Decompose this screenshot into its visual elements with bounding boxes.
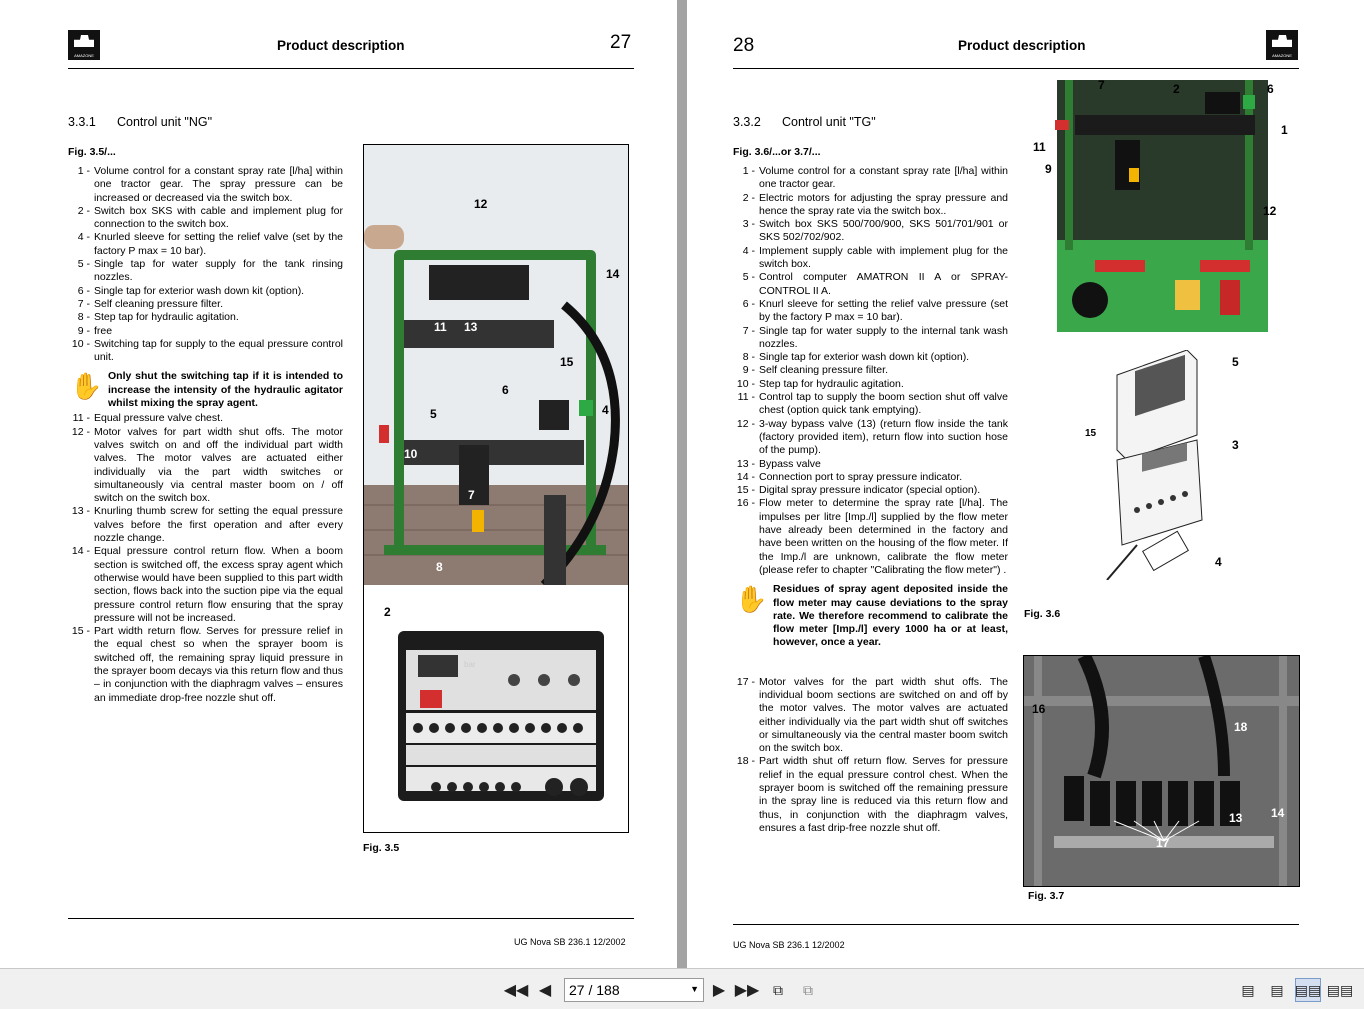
item-number: 6 -: [742, 297, 755, 310]
callout-15: 15: [560, 355, 574, 369]
item-text: Single tap for water supply for the tank rinsing nozzles.: [94, 258, 343, 284]
item-number: 3 -: [742, 218, 755, 231]
callout-12: 12: [1263, 204, 1277, 218]
list-item: [68, 625, 343, 705]
figure-3-7-caption: Fig. 3.7: [1028, 890, 1065, 902]
list-item: [733, 192, 1008, 219]
item-text: Single tap for exterior wash down kit (option).: [759, 351, 970, 364]
list-item: [68, 545, 343, 625]
go-forward-view-icon[interactable]: ⧉: [803, 981, 813, 998]
hand-warning-icon: ✋: [70, 371, 103, 402]
callout-14: 14: [1271, 806, 1285, 820]
list-item: [733, 218, 1008, 245]
figure-caption: Fig. 3.5: [363, 842, 400, 854]
callout-12: 12: [474, 197, 488, 211]
item-text: Single tap for water supply to the internal tank wash nozzles.: [759, 324, 1008, 350]
list-item: [733, 364, 1008, 377]
item-number: 5 -: [77, 258, 90, 271]
callout-4: 4: [1215, 555, 1222, 569]
list-item: [733, 497, 1008, 577]
callout-8: 8: [436, 560, 443, 574]
item-text: Self cleaning pressure filter.: [94, 297, 223, 310]
item-number: 10 -: [71, 337, 90, 350]
callout-14: 14: [606, 267, 620, 281]
left-page: [0, 0, 677, 968]
header-title: Product description: [958, 38, 1086, 53]
list-item: [68, 231, 343, 258]
switch-box-drawing: [1077, 350, 1247, 580]
section-number: 3.3.2: [733, 115, 761, 129]
callout-13: 13: [1229, 811, 1243, 825]
item-text: Volume control for a constant spray rate [l/ha] within one tractor gear. The spray pressure can be increased or decreased via the switch box.: [94, 165, 343, 204]
item-text: Self cleaning pressure filter.: [759, 364, 888, 377]
callout-15: 15: [1085, 428, 1097, 439]
callout-17: 17: [1156, 836, 1170, 850]
item-number: 2 -: [77, 204, 90, 217]
footer-text: UG Nova SB 236.1 12/2002: [733, 940, 845, 950]
figure-reference: Fig. 3.6/...or 3.7/...: [733, 146, 821, 158]
callout-5: 5: [430, 407, 437, 421]
right-page: [687, 0, 1364, 968]
item-number: 15 -: [736, 484, 755, 497]
item-text: Step tap for hydraulic agitation.: [94, 311, 239, 324]
callout-6: 6: [1267, 82, 1274, 96]
header-rule: [68, 68, 634, 69]
item-text: Control tap to supply the boom section shut off valve chest (option quick tank emptying).: [759, 391, 1008, 417]
item-number: 6 -: [77, 284, 90, 297]
item-number: 5 -: [742, 271, 755, 284]
two-page-continuous-view-icon[interactable]: ▤▤: [1326, 981, 1354, 998]
callout-13: 13: [464, 320, 478, 334]
item-number: 2 -: [742, 191, 755, 204]
callout-2: 2: [384, 605, 391, 619]
item-number: 12 -: [736, 417, 755, 430]
item-number: 4 -: [742, 244, 755, 257]
callout-11: 11: [434, 320, 447, 334]
callout-7: 7: [468, 488, 475, 502]
item-number: 13 -: [71, 505, 90, 518]
item-number: 1 -: [77, 165, 90, 177]
item-text: Flow meter to determine the spray rate [l/ha]. The impulses per litre [Imp./l] supplied by the flow meter have already been determined in the factory and have been written on the housing of the flow meter. If the Imp./l are unknown, calibrate the flow meter (please refer to chapter "Calibrating the flow meter") .: [759, 497, 1008, 576]
first-page-icon[interactable]: ◀◀: [503, 982, 529, 999]
list-item: [733, 418, 1008, 458]
footer-text: UG Nova SB 236.1 12/2002: [514, 937, 626, 947]
chevron-down-icon[interactable]: ▼: [690, 984, 699, 994]
list-item: [68, 338, 343, 365]
item-number: 7 -: [742, 324, 755, 337]
go-back-view-icon[interactable]: ⧉: [773, 981, 783, 998]
warning-note: ✋ Residues of spray agent deposited inside the flow meter may cause deviations to the spray rate. We therefore recommend to calibrate the flow meter [Imp./l] every 1000 ha or at least, however, once a year.: [735, 583, 1008, 649]
callout-10: 10: [404, 447, 418, 461]
list-item: [733, 298, 1008, 325]
figure-reference: Fig. 3.5/...: [68, 146, 116, 158]
item-number: 1 -: [742, 165, 755, 177]
list-item: [68, 165, 343, 205]
item-text: free: [94, 324, 113, 337]
section-title: Control unit "TG": [782, 115, 876, 129]
list-item: [733, 471, 1008, 484]
page-number-input[interactable]: 27 / 188 ▼: [564, 978, 704, 1002]
callout-11: 11: [1033, 140, 1046, 154]
sprayer-control-photo: [364, 145, 629, 833]
header-rule: [733, 68, 1299, 69]
item-number: 17 -: [736, 675, 755, 688]
footer-rule: [68, 918, 634, 919]
item-text: Switching tap for supply to the equal pressure control unit.: [94, 337, 343, 364]
item-list: [68, 165, 343, 705]
item-text: Switch box SKS 500/700/900, SKS 501/701/901 or SKS 502/702/902.: [759, 218, 1008, 244]
figure-3-7-photo: [1023, 655, 1300, 887]
item-text: Knurl sleeve for setting the relief valve pressure (set by the factory P max = 10 bar).: [759, 297, 1008, 324]
item-text: Part width shut off return flow. Serves for pressure relief in the equal pressure control chest. When the sprayer boom is switched off the remaining pressure in the spray line is reduced via this return flow and thus, in conjunction with the diaphragm valves, ensures a fast drip-free nozzle shut off.: [759, 755, 1008, 834]
list-item: [68, 205, 343, 232]
callout-1: 1: [1281, 123, 1288, 137]
callout-5: 5: [1232, 355, 1239, 369]
list-item: [733, 458, 1008, 471]
item-number: 14 -: [736, 470, 755, 483]
list-item: [68, 311, 343, 324]
list-item: [733, 755, 1008, 835]
item-number: 16 -: [736, 497, 755, 510]
list-item: [733, 378, 1008, 391]
item-text: Equal pressure valve chest.: [94, 412, 223, 425]
item-text: Single tap for exterior wash down kit (option).: [94, 284, 305, 297]
item-number: 15 -: [71, 625, 90, 638]
item-number: 7 -: [77, 297, 90, 310]
amazone-logo: AMAZONE: [68, 30, 100, 60]
continuous-view-icon[interactable]: ▤: [1270, 981, 1284, 998]
figure-3-6-caption: Fig. 3.6: [1024, 608, 1061, 620]
item-text: Digital spray pressure indicator (special option).: [759, 484, 981, 497]
panel-bar-label: bar: [464, 660, 476, 669]
list-item: [68, 258, 343, 285]
last-page-icon[interactable]: ▶▶: [734, 982, 760, 999]
list-item: [733, 165, 1008, 192]
list-item: [68, 426, 343, 506]
item-text: Knurled sleeve for setting the relief valve (set by the factory P max = 10 bar).: [94, 231, 343, 257]
figure-3-5: [363, 144, 629, 833]
list-item: [733, 271, 1008, 298]
item-text: 3-way bypass valve (13) (return flow inside the tank (factory provided item), return flow into suction hose of the pump).: [759, 417, 1008, 457]
page-number: 27: [610, 32, 632, 53]
item-number: 18 -: [736, 755, 755, 768]
item-number: 8 -: [77, 311, 90, 324]
page-separator: [677, 0, 687, 968]
item-text: Equal pressure control return flow. When a boom section is switched off, the excess spray agent which otherwise would have been supplied to this part width section, flows back into the suction pipe via the equal pressure control return flow ensuring that the spray pressure will not be increased.: [94, 545, 343, 624]
item-number: 9 -: [742, 364, 755, 377]
item-text: Implement supply cable with implement plug for the switch box.: [759, 244, 1008, 271]
section-number: 3.3.1: [68, 115, 96, 129]
two-page-view-icon[interactable]: ▤▤: [1295, 978, 1321, 1002]
callout-9: 9: [1045, 162, 1052, 176]
list-item: [733, 351, 1008, 364]
callout-4: 4: [602, 403, 609, 417]
list-item: [733, 484, 1008, 497]
item-number: 12 -: [71, 425, 90, 438]
warning-note: ✋ Only shut the switching tap if it is intended to increase the intensity of the hydraulic agitator whilst mixing the spray agent.: [70, 370, 343, 410]
item-number: 13 -: [736, 457, 755, 470]
item-text: Bypass valve: [759, 457, 821, 470]
list-item: [68, 325, 343, 338]
item-text: Connection port to spray pressure indicator.: [759, 470, 963, 483]
item-text: Part width return flow. Serves for pressure relief in the equal chest so when the sprayer boom is switched off, the remaining spray liquid pressure in the sprayer boom decays via this return flow and thus – in conjunction with the diaphragm valves – ensures an immediate drop-free nozzle shut off.: [94, 625, 343, 704]
footer-rule: [733, 924, 1299, 925]
item-number: 9 -: [77, 324, 90, 337]
item-text: Motor valves for the part width shut offs. The individual boom sections are switched on and off by the motor valves. The motor valves are actuated either individually via the part width shut off switches or simultaneously via the central master boom switch on the switch box.: [759, 675, 1008, 755]
section-title: Control unit "NG": [117, 115, 213, 129]
item-number: 11 -: [737, 391, 755, 404]
previous-page-icon[interactable]: ◀: [538, 982, 552, 999]
list-item: [733, 325, 1008, 352]
list-item: [68, 298, 343, 311]
item-text: Step tap for hydraulic agitation.: [759, 377, 904, 390]
item-number: 14 -: [71, 545, 90, 558]
amazone-logo: AMAZONE: [1266, 30, 1298, 60]
callout-7: 7: [1098, 78, 1105, 92]
figure-3-6-photo: [1033, 78, 1300, 332]
item-text: Volume control for a constant spray rate [l/ha] within one tractor gear.: [759, 165, 1008, 191]
next-page-icon[interactable]: ▶: [712, 982, 726, 999]
callout-16: 16: [1032, 702, 1046, 716]
callout-6: 6: [502, 383, 509, 397]
item-text: Electric motors for adjusting the spray pressure and hence the spray rate via the switch box..: [759, 191, 1008, 217]
callout-18: 18: [1234, 720, 1248, 734]
hand-warning-icon: ✋: [735, 584, 768, 615]
single-page-view-icon[interactable]: ▤: [1241, 981, 1255, 998]
list-item: [733, 391, 1008, 418]
callout-3: 3: [1232, 438, 1239, 452]
item-number: 10 -: [736, 377, 755, 390]
list-item: [733, 676, 1008, 756]
item-text: Knurling thumb screw for setting the equal pressure valves before the first operation and after every nozzle change.: [94, 505, 343, 545]
item-text: Motor valves for part width shut offs. The motor valves switch on and off the individual part width valves. The motor valves are actuated either individually via the part width switches or simultaneously via central master boom on / off switch on the switch box.: [94, 425, 343, 505]
item-text: Control computer AMATRON II A or SPRAY-CONTROL II A.: [759, 271, 1008, 297]
header-title: Product description: [277, 38, 405, 53]
item-text: Switch box SKS with cable and implement plug for connection to the switch box.: [94, 204, 343, 231]
item-list: [733, 165, 1008, 835]
callout-2: 2: [1173, 82, 1180, 96]
item-number: 11 -: [72, 412, 90, 425]
list-item: [68, 412, 343, 425]
list-item: [733, 245, 1008, 272]
list-item: [68, 505, 343, 545]
page-number: 28: [733, 35, 755, 56]
item-number: 8 -: [742, 351, 755, 364]
item-number: 4 -: [77, 231, 90, 244]
list-item: [68, 285, 343, 298]
